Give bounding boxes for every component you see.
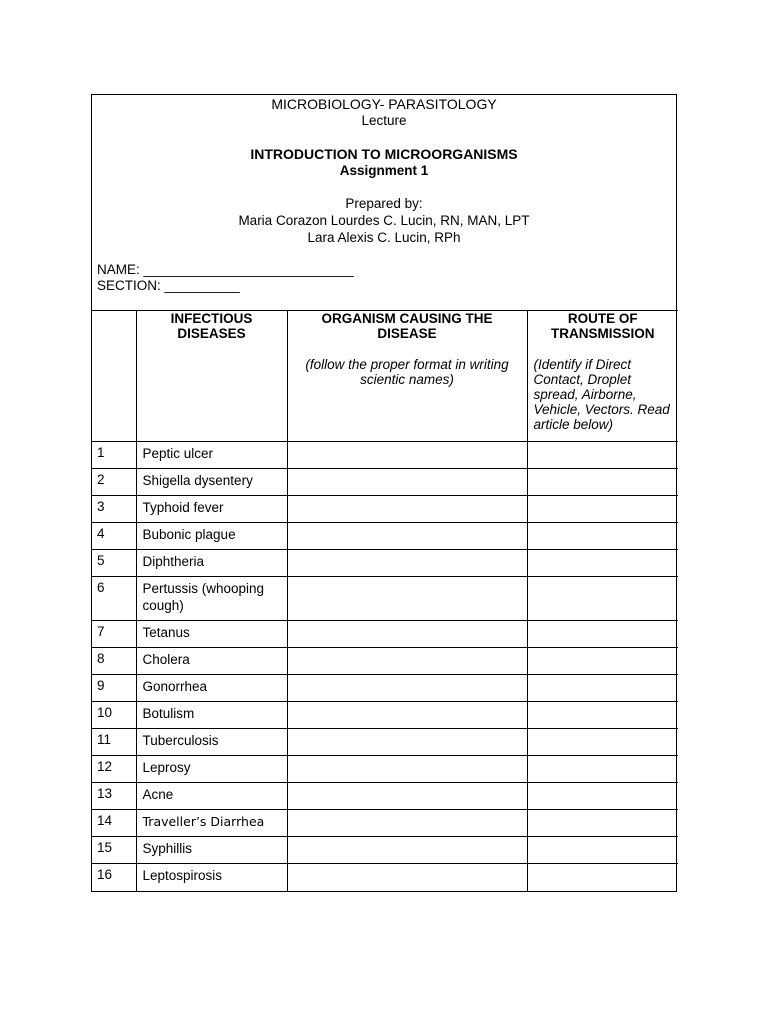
route-answer-cell[interactable] (527, 469, 678, 496)
route-answer-cell[interactable] (527, 702, 678, 729)
table-row (92, 702, 678, 729)
organism-answer-cell[interactable] (287, 783, 527, 810)
header-organism: ORGANISM CAUSING THE DISEASE (follow the proper format in writing scientic names) (287, 311, 527, 442)
assignment-sheet (91, 94, 677, 892)
route-answer-cell[interactable] (527, 810, 678, 837)
route-answer-cell[interactable] (527, 621, 678, 648)
disease-name: Botulism (136, 702, 287, 729)
row-number: 14 (92, 810, 136, 837)
row-number: 15 (92, 837, 136, 864)
route-answer-cell[interactable] (527, 675, 678, 702)
row-number: 10 (92, 702, 136, 729)
disease-name: Tetanus (136, 621, 287, 648)
row-number: 8 (92, 648, 136, 675)
organism-answer-cell[interactable] (287, 756, 527, 783)
organism-answer-cell[interactable] (287, 442, 527, 469)
organism-answer-cell[interactable] (287, 621, 527, 648)
course-title: MICROBIOLOGY- PARASITOLOGY (271, 96, 497, 112)
topic-title: INTRODUCTION TO MICROORGANISMS (250, 146, 518, 162)
row-number: 5 (92, 550, 136, 577)
disease-name: Acne (136, 783, 287, 810)
route-answer-cell[interactable] (527, 729, 678, 756)
disease-name: Bubonic plague (136, 523, 287, 550)
row-number: 13 (92, 783, 136, 810)
route-answer-cell[interactable] (527, 496, 678, 523)
disease-name: Gonorrhea (136, 675, 287, 702)
organism-answer-cell[interactable] (287, 810, 527, 837)
row-number: 3 (92, 496, 136, 523)
route-answer-cell[interactable] (527, 864, 678, 891)
organism-answer-cell[interactable] (287, 577, 527, 621)
route-answer-cell[interactable] (527, 523, 678, 550)
table-row (92, 442, 678, 469)
row-number: 2 (92, 469, 136, 496)
route-answer-cell[interactable] (527, 442, 678, 469)
author-2: Lara Alexis C. Lucin, RPh (307, 230, 461, 245)
section-field[interactable]: SECTION: __________ (97, 278, 240, 293)
disease-name: Shigella dysentery (136, 469, 287, 496)
disease-name: Diphtheria (136, 550, 287, 577)
row-number: 12 (92, 756, 136, 783)
disease-table (92, 310, 678, 891)
disease-name: Leprosy (136, 756, 287, 783)
organism-answer-cell[interactable] (287, 648, 527, 675)
table-row (92, 810, 678, 837)
table-row (92, 523, 678, 550)
table-row (92, 756, 678, 783)
table-row (92, 675, 678, 702)
row-number: 16 (92, 864, 136, 891)
header-infectious-diseases: INFECTIOUS DISEASES (136, 311, 287, 442)
disease-name: Tuberculosis (136, 729, 287, 756)
row-number: 1 (92, 442, 136, 469)
author-1: Maria Corazon Lourdes C. Lucin, RN, MAN, LPT (238, 213, 530, 228)
course-type: Lecture (361, 113, 407, 128)
disease-name: Syphillis (136, 837, 287, 864)
table-row (92, 864, 678, 891)
table-row (92, 469, 678, 496)
table-row (92, 648, 678, 675)
organism-answer-cell[interactable] (287, 729, 527, 756)
disease-name: Typhoid fever (136, 496, 287, 523)
row-number: 4 (92, 523, 136, 550)
organism-answer-cell[interactable] (287, 496, 527, 523)
route-answer-cell[interactable] (527, 837, 678, 864)
organism-answer-cell[interactable] (287, 523, 527, 550)
organism-answer-cell[interactable] (287, 702, 527, 729)
table-row (92, 621, 678, 648)
organism-answer-cell[interactable] (287, 550, 527, 577)
disease-name: Leptospirosis (136, 864, 287, 891)
number-header (92, 311, 136, 442)
route-answer-cell[interactable] (527, 783, 678, 810)
disease-name: Cholera (136, 648, 287, 675)
disease-name: Peptic ulcer (136, 442, 287, 469)
assignment-label: Assignment 1 (339, 163, 429, 178)
prepared-label: Prepared by: (345, 196, 423, 211)
organism-answer-cell[interactable] (287, 675, 527, 702)
disease-name: Traveller’s Diarrhea (136, 810, 287, 837)
table-row (92, 550, 678, 577)
row-number: 7 (92, 621, 136, 648)
table-row (92, 783, 678, 810)
route-answer-cell[interactable] (527, 756, 678, 783)
route-answer-cell[interactable] (527, 648, 678, 675)
table-body (92, 442, 678, 891)
route-answer-cell[interactable] (527, 550, 678, 577)
table-header-row (92, 311, 678, 442)
disease-name: Pertussis (whooping cough) (136, 577, 287, 621)
header-route: ROUTE OF TRANSMISSION (Identify if Direct Contact, Droplet spread, Airborne, Vehicle, Vectors. Read article below) (527, 311, 678, 442)
organism-answer-cell[interactable] (287, 469, 527, 496)
organism-answer-cell[interactable] (287, 864, 527, 891)
name-field[interactable]: NAME: ____________________________ (97, 262, 354, 277)
table-row (92, 837, 678, 864)
organism-note: (follow the proper format in writing scientic names) (305, 357, 509, 387)
sheet-header (92, 95, 676, 310)
table-row (92, 496, 678, 523)
table-row (92, 577, 678, 621)
route-answer-cell[interactable] (527, 577, 678, 621)
row-number: 6 (92, 577, 136, 621)
row-number: 9 (92, 675, 136, 702)
route-note: (Identify if Direct Contact, Droplet spread, Airborne, Vehicle, Vectors. Read article below) (533, 357, 670, 432)
row-number: 11 (92, 729, 136, 756)
table-row (92, 729, 678, 756)
organism-answer-cell[interactable] (287, 837, 527, 864)
